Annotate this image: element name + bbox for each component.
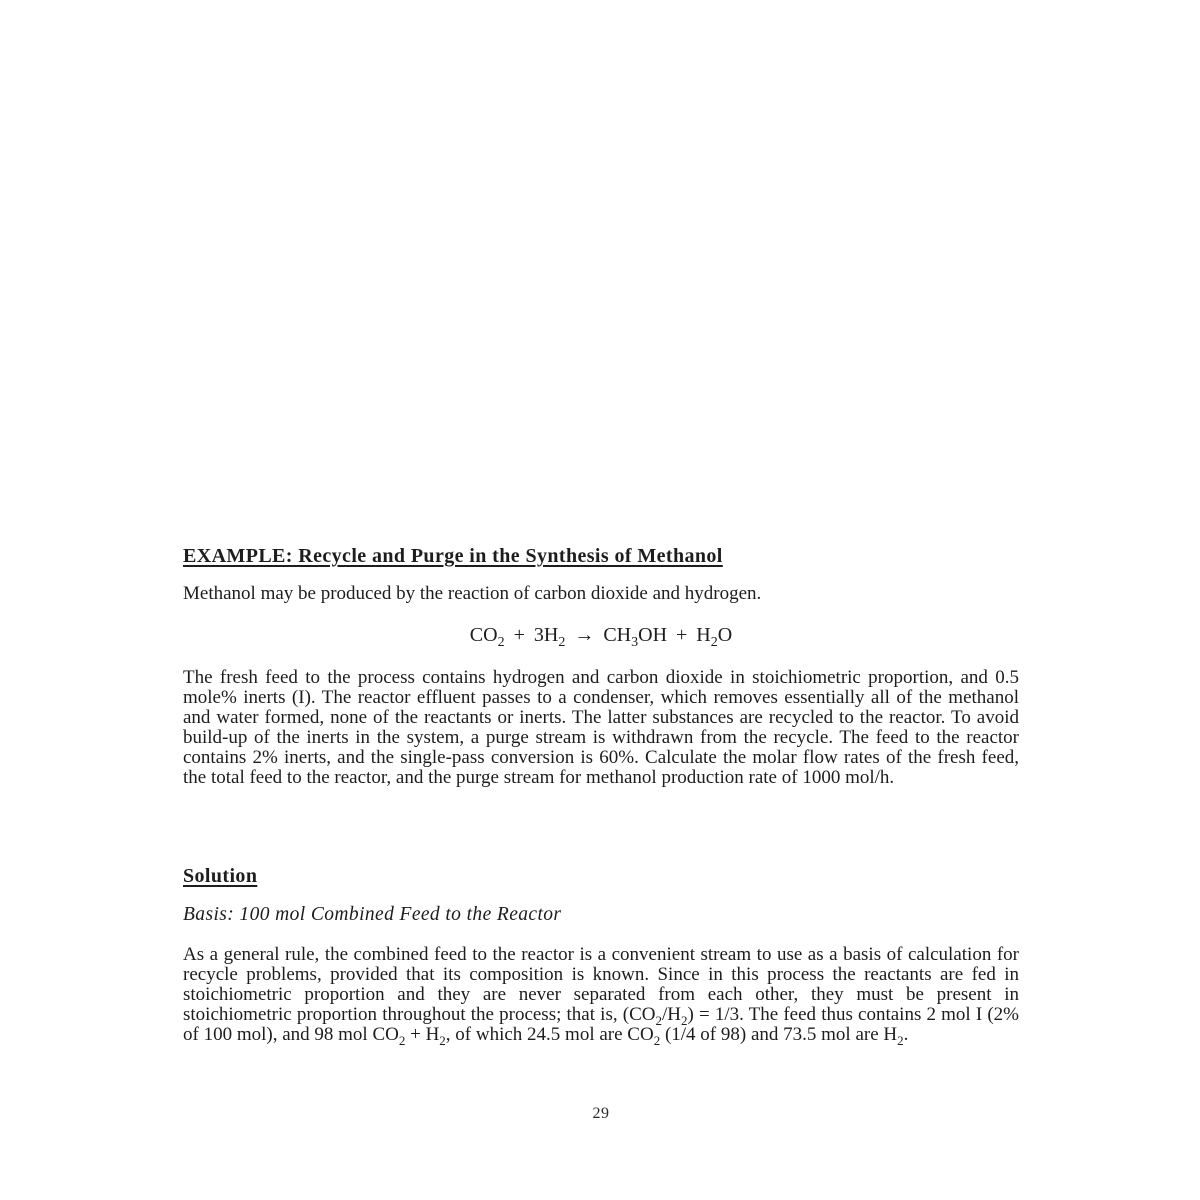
subscript: 2 <box>398 1032 406 1048</box>
subscript: 3 <box>631 635 639 650</box>
subscript: 2 <box>710 635 718 650</box>
text-run: + H <box>405 1024 440 1045</box>
text-run: , of which 24.5 mol are CO <box>445 1024 654 1045</box>
page-number: 29 <box>592 1105 610 1122</box>
subscript: 2 <box>497 635 505 650</box>
subscript: 2 <box>653 1032 661 1048</box>
subscript: 2 <box>680 1012 688 1028</box>
text-run: + 3H <box>504 624 559 646</box>
example-intro-paragraph: Methanol may be produced by the reaction of carbon dioxide and hydrogen. <box>183 583 762 604</box>
text-run: (1/4 of 98) and 73.5 mol are H <box>660 1024 898 1045</box>
text-run: OH + H <box>638 624 711 646</box>
text-run: . <box>903 1024 909 1045</box>
subscript: 2 <box>897 1032 904 1048</box>
example-heading: EXAMPLE: Recycle and Purge in the Synthesis of Methanol <box>183 545 723 567</box>
reaction-equation <box>183 623 1019 650</box>
text-run: CO <box>469 624 498 646</box>
text-run: ) = 1/3. The feed thus contains 2 mol I (2% of 100 mol), and 98 mol CO <box>183 1004 1019 1045</box>
subscript: 2 <box>439 1032 446 1048</box>
solution-paragraph <box>183 944 1019 1048</box>
subscript: 2 <box>655 1012 662 1028</box>
subscript: 2 <box>558 635 566 650</box>
basis-line: Basis: 100 mol Combined Feed to the Reactor <box>183 904 562 925</box>
text-run: O <box>717 624 733 646</box>
solution-heading: Solution <box>183 865 258 887</box>
text-run: → CH <box>565 624 632 646</box>
text-run: /H <box>661 1004 681 1025</box>
text-run: As a general rule, the combined feed to the reactor is a convenient stream to use as a basis of calculation for recycle problems, provided that its composition is known. Since in this process the reactants are fed in stoichiometric proportion and they are never separated from each other, they must be present in stoichiometric proportion throughout the process; that is, (CO <box>183 944 1019 1025</box>
problem-statement-paragraph: The fresh feed to the process contains hydrogen and carbon dioxide in stoichiometric proportion, and 0.5 mole% inerts (I). The reactor effluent passes to a condenser, which removes essentially all of the methanol and water formed, none of the reactants or inerts. The latter substances are recycled to the reactor. To avoid build-up of the inerts in the system, a purge stream is withdrawn from the recycle. The feed to the reactor contains 2% inerts, and the single-pass conversion is 60%. Calculate the molar flow rates of the fresh feed, the total feed to the reactor, and the purge stream for methanol production rate of 1000 mol/h. <box>183 667 1019 788</box>
